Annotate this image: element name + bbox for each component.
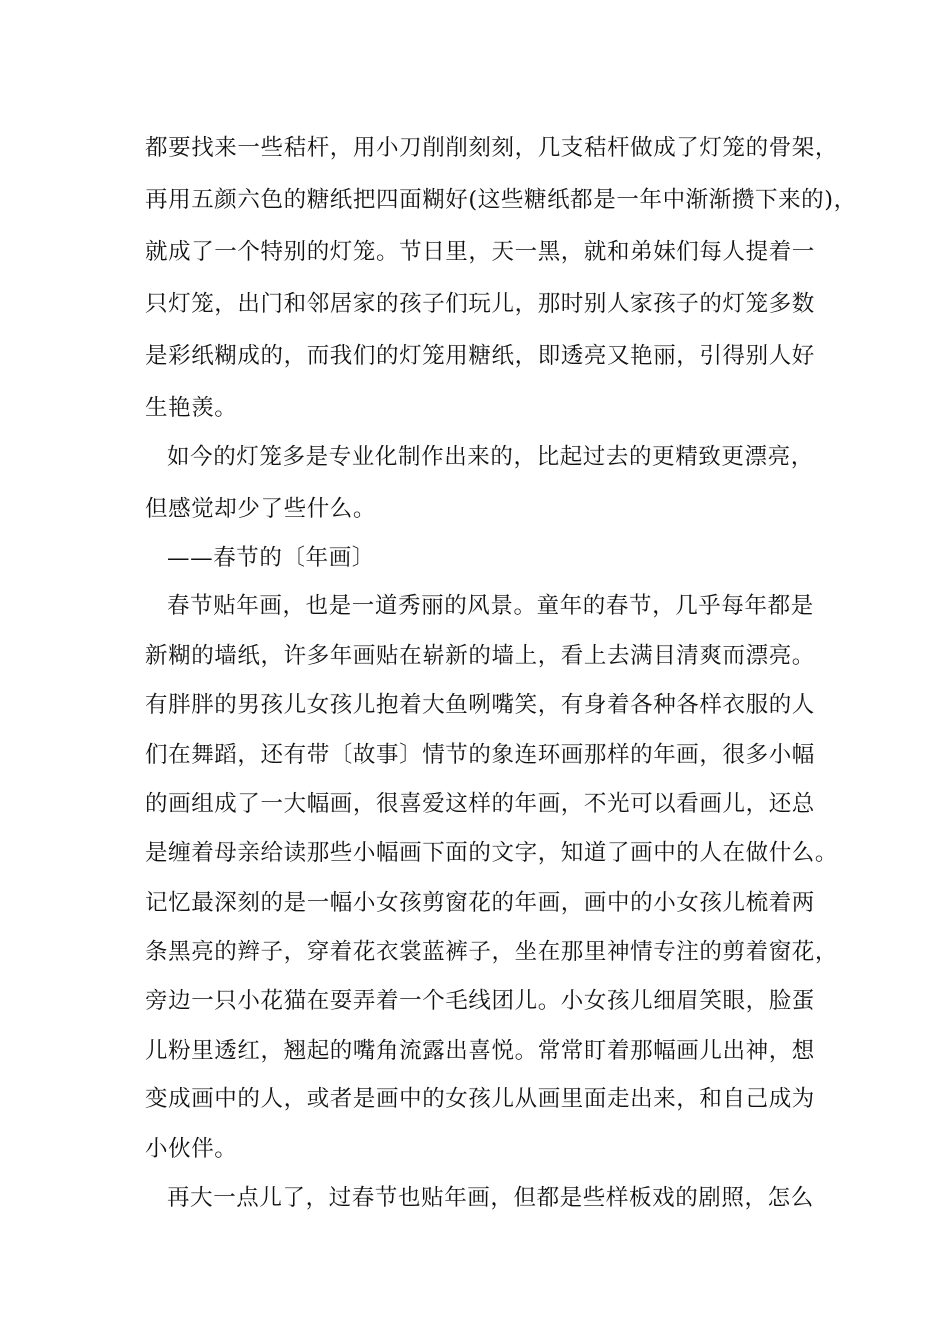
text-line: 只灯笼，出门和邻居家的孩子们玩儿，那时别人家孩子的灯笼多数 [145,291,815,317]
text-line: 旁边一只小花猫在耍弄着一个毛线团儿。小女孩儿细眉笑眼，脸蛋 [145,988,815,1014]
text-line: 如今的灯笼多是专业化制作出来的，比起过去的更精致更漂亮， [167,444,814,470]
text-line: 再用五颜六色的糖纸把四面糊好(这些糖纸都是一年中渐渐攒下来的)， [145,187,857,213]
text-line: 春节贴年画，也是一道秀丽的风景。童年的春节，几乎每年都是 [167,593,814,619]
text-line: 新糊的墙纸，许多年画贴在崭新的墙上，看上去满目清爽而漂亮。 [145,643,815,669]
section-heading: ——春节的〔年画〕 [167,545,375,571]
text-line: 都要找来一些秸杆，用小刀削削刻刻，几支秸杆做成了灯笼的骨架， [145,135,839,161]
text-line: 小伙伴。 [145,1136,238,1162]
text-line: 就成了一个特别的灯笼。节日里，天一黑，就和弟妹们每人提着一 [145,239,815,265]
text-line: 儿粉里透红，翘起的嘴角流露出喜悦。常常盯着那幅画儿出神，想 [145,1038,815,1064]
text-line: 的画组成了一大幅画，很喜爱这样的年画，不光可以看画儿，还总 [145,791,815,817]
text-line: 条黑亮的辫子，穿着花衣裳蓝裤子，坐在那里神情专注的剪着窗花， [145,939,839,965]
text-line: 有胖胖的男孩儿女孩儿抱着大鱼咧嘴笑，有身着各种各样衣服的人 [145,692,815,718]
text-line: 生艳羡。 [145,395,238,421]
text-line: 们在舞蹈，还有带〔故事〕情节的象连环画那样的年画，很多小幅 [145,742,815,768]
text-line: 记忆最深刻的是一幅小女孩剪窗花的年画，画中的小女孩儿梳着两 [145,890,815,916]
text-line: 是缠着母亲给读那些小幅画下面的文字，知道了画中的人在做什么。 [145,840,839,866]
text-line: 变成画中的人，或者是画中的女孩儿从画里面走出来，和自己成为 [145,1086,815,1112]
text-line: 但感觉却少了些什么。 [145,496,377,522]
text-line: 是彩纸糊成的，而我们的灯笼用糖纸，即透亮又艳丽，引得别人好 [145,343,815,369]
text-line: 再大一点儿了，过春节也贴年画，但都是些样板戏的剧照，怎么 [167,1185,814,1211]
